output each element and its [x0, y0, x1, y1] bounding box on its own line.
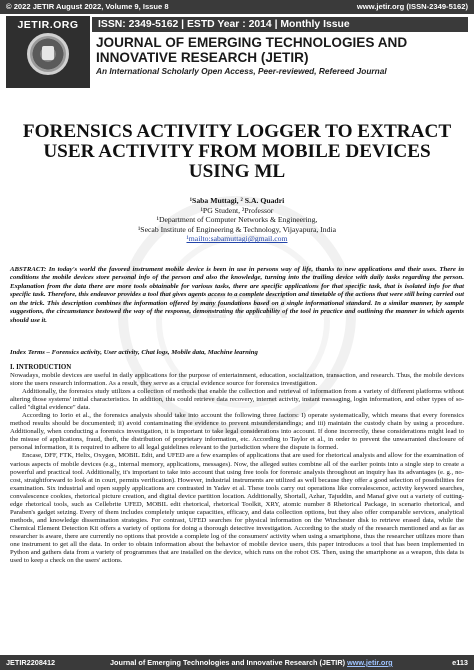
paragraph: Nowadays, mobile devices are useful in daily applications for the purpose of entertainment, education, socialization, transaction, and research. Thus, the mobile devices store the users research information. As a result, they serve as a crucial evidence source for forensics investigation.: [10, 372, 464, 388]
journal-name-line1: JOURNAL OF EMERGING TECHNOLOGIES AND: [96, 35, 408, 50]
seal-icon: [27, 33, 69, 75]
paper-id: JETIR2208412: [6, 658, 56, 667]
top-header-bar: [0, 0, 474, 14]
abstract: ABSTRACT: In today's world the favored instrument mobile device is been in use in persons way of life, thanks to new applications and their uses. There in conditions the mobile devices store personal info of the person and also the knowledge, turning into the trailing device with daily tasks regarding the person. Explanation from the data there are more tools obtainable for various tasks, there are specific applications for that specific task, that is isolated info for that specific task. Therefore, this endeavor provides a tool that gives agents access to a complete description and timetable of the actions that were still being carried out on the trick. This description combines the information offered by many foundations based on a single informational standard. In a similar manner, by sample suggestions, the circumstance bestowed the way of the response, demonstrating the applicability of the tool in practice and outlining the manner in which agents should use it.: [10, 266, 464, 324]
watermark-text: JETIR: [183, 288, 291, 326]
author-affiliation-1: ¹PG Student, ²Professor: [200, 205, 274, 215]
footer-url-link[interactable]: www.jetir.org: [347, 658, 393, 667]
journal-name: [96, 35, 468, 65]
volume-info: © 2022 JETIR August 2022, Volume 9, Issue 8: [6, 2, 169, 11]
logo-text: JETIR.ORG: [17, 19, 79, 31]
author-names: ¹Saba Muttagi, ² S.A. Quadri: [189, 196, 285, 205]
author-email-link[interactable]: ¹mailto:sabamuttagi@gmail.com: [186, 234, 288, 244]
journal-logo: [6, 16, 90, 88]
author-affiliation-2: ¹Department of Computer Networks & Engineering,: [156, 215, 318, 225]
issn-banner: ISSN: 2349-5162 | ESTD Year : 2014 | Monthly Issue: [92, 17, 468, 32]
paragraph: Encase, DFF, FTK, Helix, Oxygen, MOBIL Edit, and UFED are a few examples of applications that are used for rhetorical analysis and allow for the examination of various aspects of mobile devices (e.g., internal memory, applications, messages). Now, the alleged suites combine all of the earlier points into a single step to create a powerful and practical tool. Additionally, it's important to take into account that using free tools for forensic analysis throughout an inquiry has its advantages (e. g., no-cost, straightforward to look at in court, permits verification). However, industrial instruments are utilized as well because they offer a good selection of possibilities for examination. Six industrial and open supply applications are contrasted in Yadav et al. These tools carry out operations like convalescence, activity keyword searches, convalescence cookies, rhetorical picture creation, and digital device partition location. Additionally, Shortall, Azhar, Tajuddin, and Manaf give out a variety of cutting-edge rhetorical tools, such as Cellebrite UFED, MOBIL edit rhetorical, rhetorical Toolkit, XRY, atomic number 8 Rhetorical Package, in scenario rhetorical, and Paraben's gadget seizing. Every of them includes completely unique capacities, efficacy, and data collection options, but they also offer comparable services, analytical methods, and knowledge dissemination strategies. For contrast, UFED searches for physical information on the Winchester disk to retrieve erased data, while the Chemical Element Detection Kit offers a variety of options for doing a thorough detective investigation. According to the study of the research mentioned and as far as researcher is aware, there are currently no options that provide a complete log of the consumers' activity when using a smartphone, thus the researcher utilizes more than one instrument to get all the data. In order to obtain information about the behavior of mobile device users, this paper introduces a tool that has been implemented in Python and gathers data from a variety of programmes that are installed on the device, which runs on the robot OS. Then, using the smartphone as a weapon, this data is used to keep a check on the users' actions.: [10, 452, 464, 565]
page-footer: [0, 655, 474, 670]
journal-tagline: An International Scholarly Open Access, Peer-reviewed, Refereed Journal: [96, 66, 387, 76]
section-heading: I. INTRODUCTION: [10, 364, 72, 371]
title-line2: USER ACTIVITY FROM MOBILE DEVICES: [43, 141, 431, 162]
title-line3: USING ML: [188, 161, 286, 182]
issn-info: www.jetir.org (ISSN-2349-5162): [356, 2, 468, 11]
footer-journal-name: Journal of Emerging Technologies and Innovative Research (JETIR): [110, 658, 346, 667]
paragraph: Additionally, the forensics study utilizes a collection of methods that enable the collection and retrieval of information from a variety of different platforms without altering those systems' initial characteristics. In addition, this could retrieve data recovery, internet activity, instant messaging, login information, and other types of so-called "digital evidence" data.: [10, 388, 464, 412]
paragraph: According to Iorio et al., the forensics analysis should take into account the following three factors: I) operate systematically, which means that every forensics method results should be documented; ii) avoid contaminating the evidence to prevent misunderstandings; and iii) maintain the custody chain by using a procedure. Additionally, when conducting a forensics investigation, it is important to take legal considerations into account. If done incorrectly, these considerations might lead to the misuse of applications, fraud, theft, the distribution of proprietary information, etc. According to Taylor et al., in order to prevent the unwarranted disclosure of personal information, it is required to adhere to all legal guidelines relevant to the jurisdiction where the dispute is formed.: [10, 412, 464, 452]
body-text: [10, 372, 464, 565]
journal-masthead: [0, 14, 474, 90]
author-block: [0, 196, 474, 244]
paper-title: [20, 122, 454, 182]
page-number: e113: [452, 658, 468, 667]
footer-journal: [110, 658, 393, 667]
index-terms: Index Terms – Forensics activity, User activity, Chat logs, Mobile data, Machine learning: [10, 349, 258, 356]
title-line1: FORENSICS ACTIVITY LOGGER TO EXTRACT: [22, 121, 452, 142]
author-affiliation-3: ¹Secab Institute of Engineering & Technology, Vijayapura, India: [138, 224, 336, 234]
journal-name-line2: INNOVATIVE RESEARCH (JETIR): [96, 50, 309, 65]
